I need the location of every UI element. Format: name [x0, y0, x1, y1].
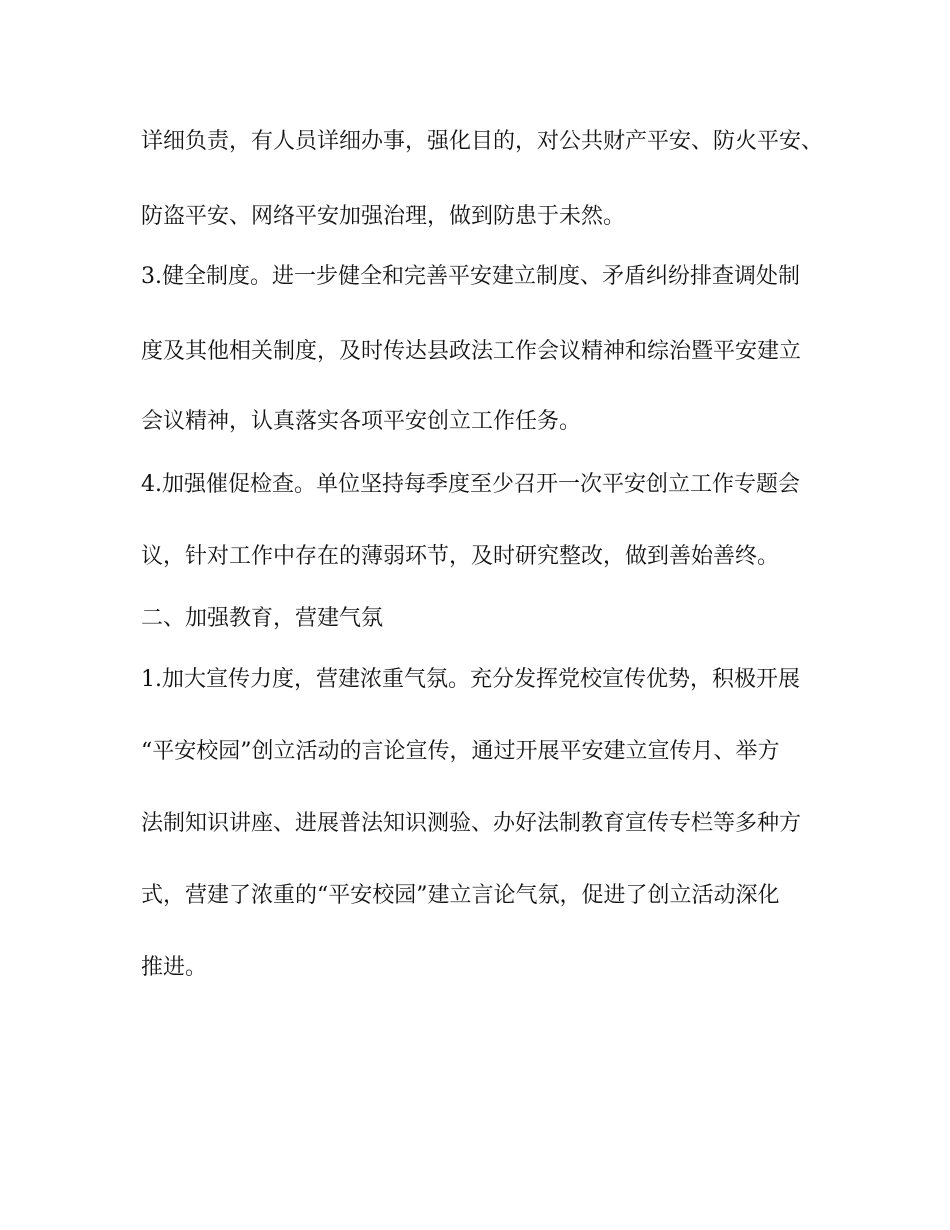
numbered-item-line: 1.加大宣传力度，营建浓重气氛。充分发挥党校宣传优势，积极开展	[141, 667, 800, 692]
numbered-item-line: 3.健全制度。进一步健全和完善平安建立制度、矛盾纠纷排查调处制	[141, 264, 800, 289]
paragraph-line: 议，针对工作中存在的薄弱环节，及时研究整改，做到善始善终。	[141, 544, 780, 569]
paragraph-line: 式，营建了浓重的“平安校园”建立言论气氛，促进了创立活动深化	[141, 883, 780, 908]
numbered-item-line: 4.加强催促检查。单位坚持每季度至少召开一次平安创立工作专题会	[141, 472, 800, 497]
paragraph-line: 会议精神，认真落实各项平安创立工作任务。	[141, 409, 582, 434]
paragraph-line: 详细负责，有人员详细办事，强化目的，对公共财产平安、防火平安、	[141, 129, 824, 154]
paragraph-line: 度及其他相关制度，及时传达县政法工作会议精神和综治暨平安建立	[141, 339, 802, 364]
paragraph-line: 推进。	[141, 955, 208, 980]
paragraph-line: 法制知识讲座、进展普法知识测验、办好法制教育宣传专栏等多种方	[141, 811, 802, 836]
section-heading: 二、加强教育，营建气氛	[141, 606, 384, 631]
paragraph-line: “平安校园”创立活动的言论宣传，通过开展平安建立宣传月、举方	[141, 739, 780, 764]
paragraph-line: 防盗平安、网络平安加强治理，做到防患于未然。	[141, 204, 626, 229]
